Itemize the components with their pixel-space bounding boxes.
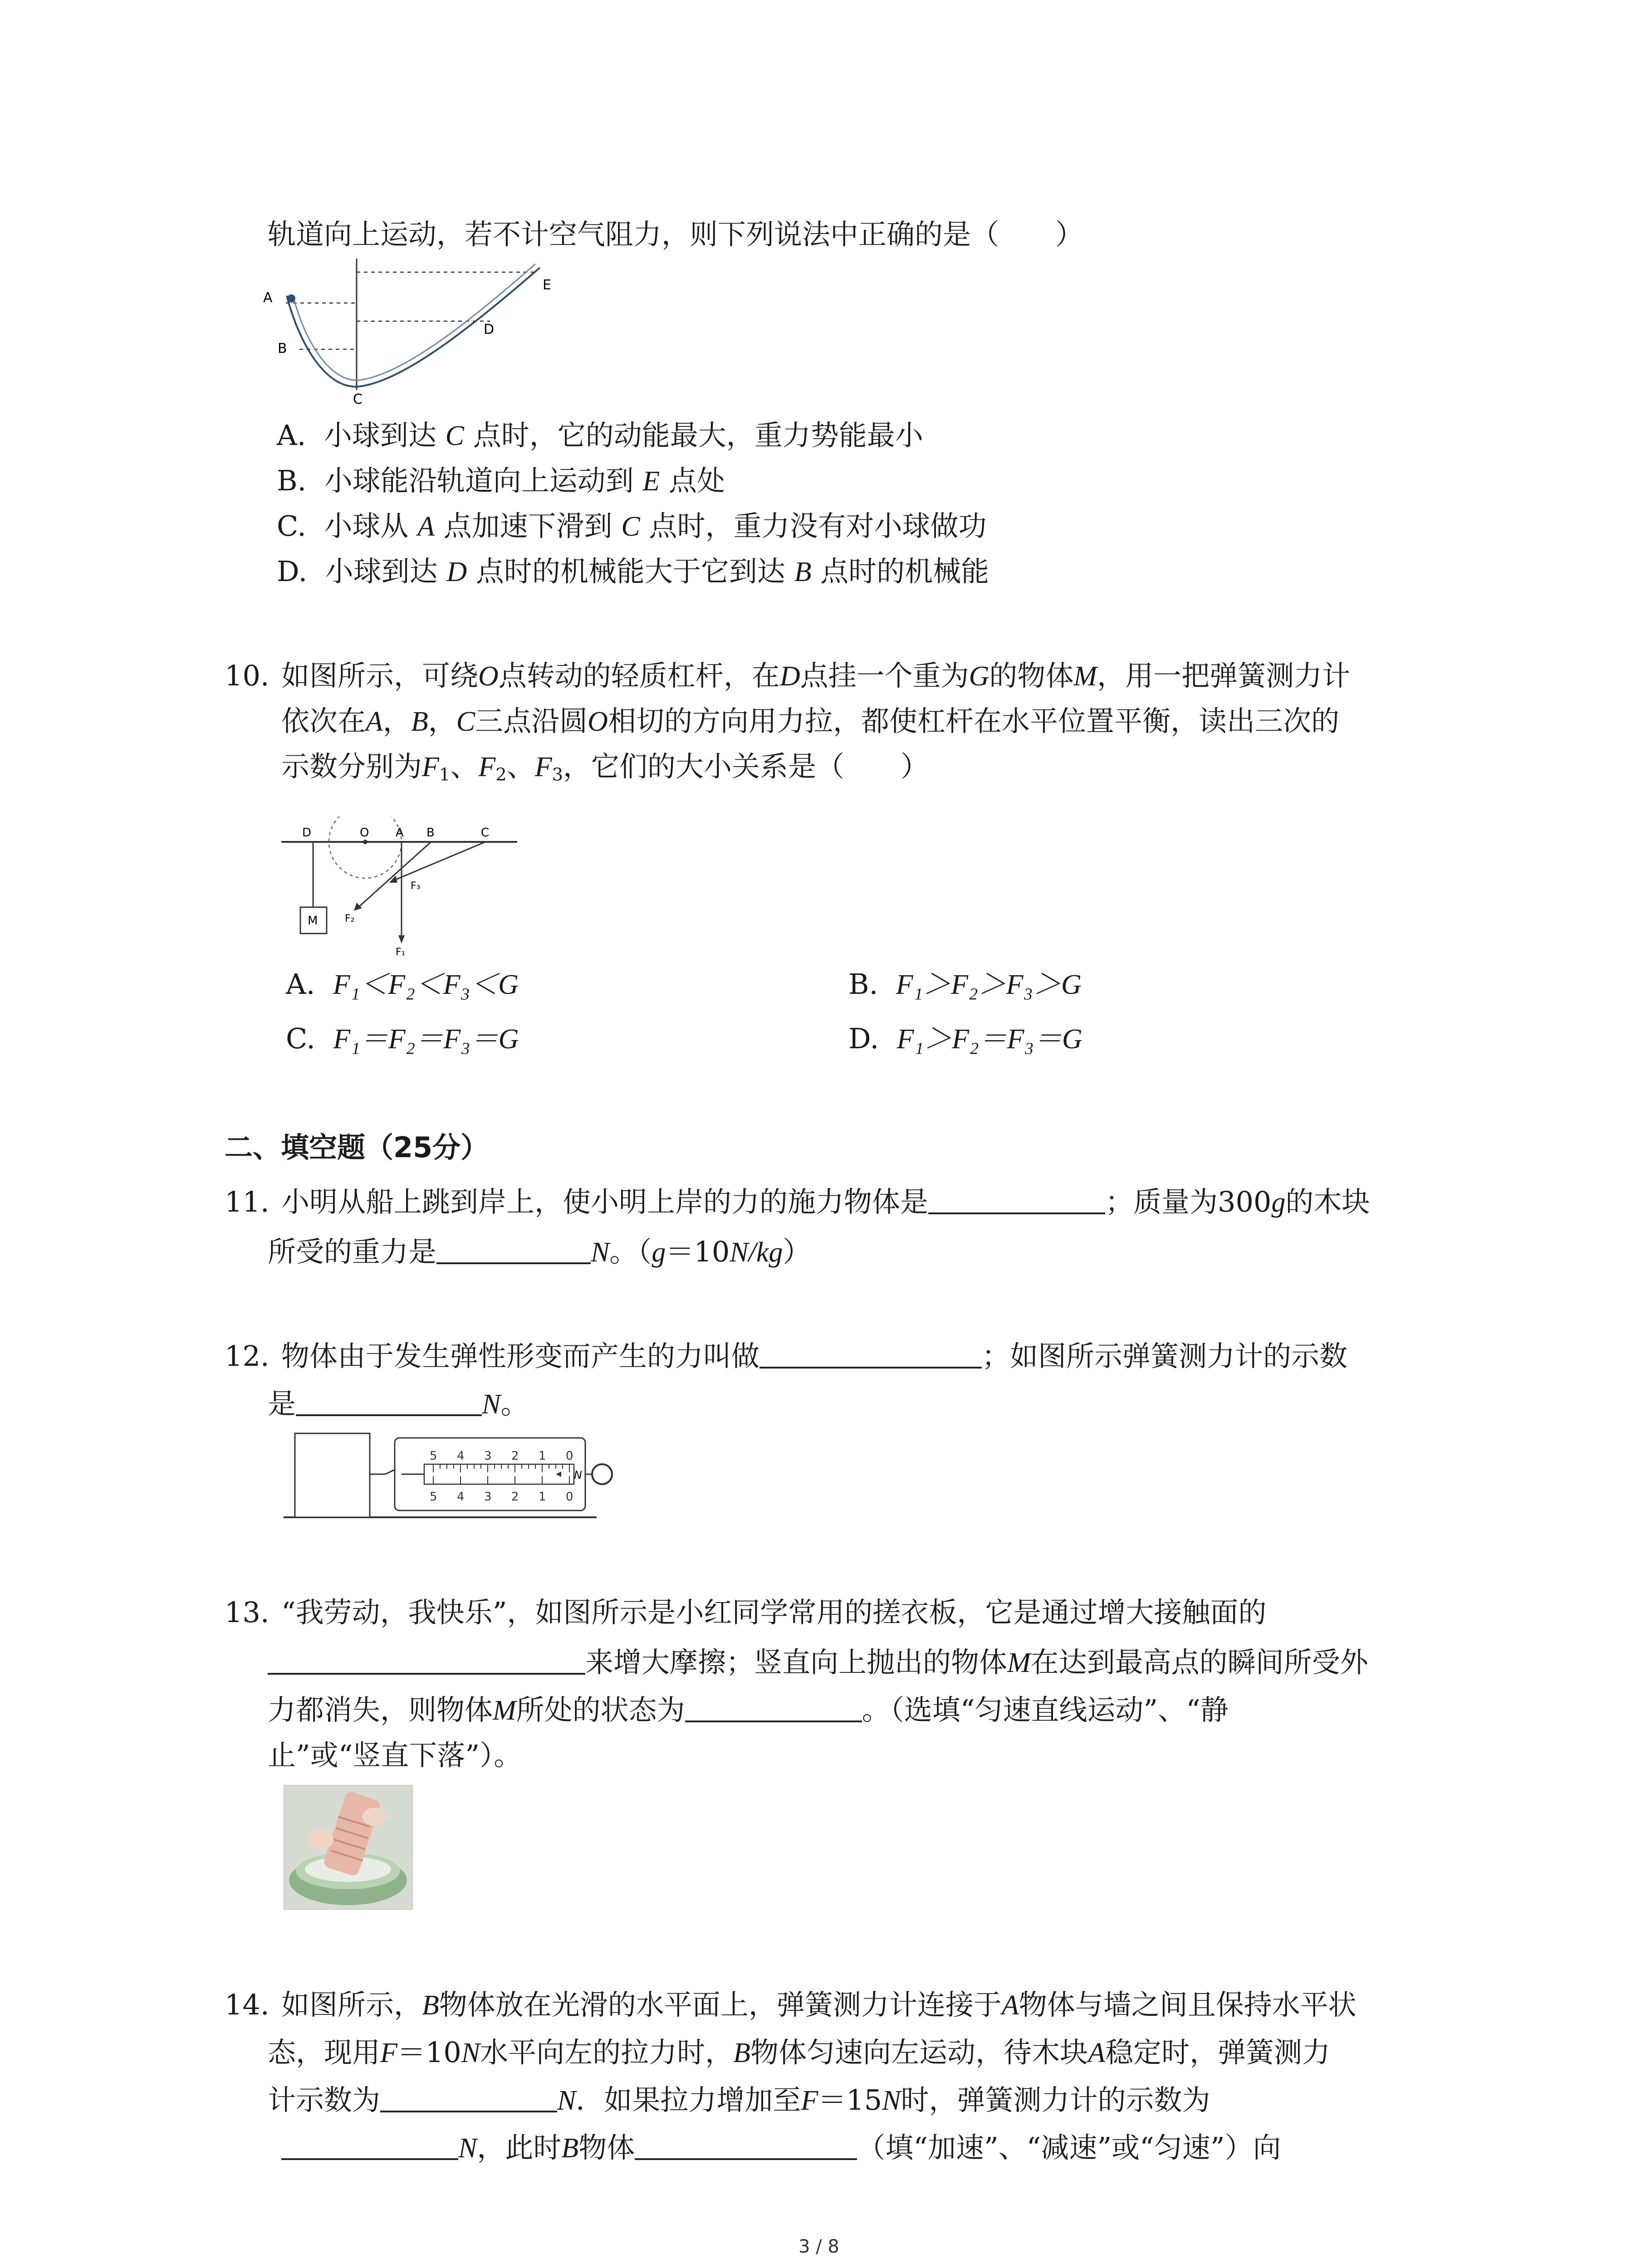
- q10-line3: 示数分别为$F_1$、$F_2$、$F_3$，它们的大小关系是（ ）: [281, 750, 929, 785]
- label-C: C: [481, 826, 490, 840]
- scale-unit: N: [574, 1469, 582, 1481]
- q14-line4: N，此时B物体 （填“加速”、“减速”或“匀速”）向: [281, 2125, 1281, 2171]
- label-D: D: [302, 826, 312, 840]
- scale-digit: 0: [566, 1490, 573, 1504]
- q14-blank-2[interactable]: [281, 2131, 458, 2160]
- scale-digit: 4: [457, 1449, 465, 1463]
- q10-option-a: A. F₁＜F₂＜F₃＜G: [286, 968, 519, 1001]
- q13-line1: “我劳动，我快乐”，如图所示是小红同学常用的搓衣板，它是通过增大接触面的: [281, 1596, 1267, 1629]
- scale-digit: 3: [484, 1490, 492, 1504]
- q9-option-a: A. 小球到达 C 点时，它的动能最大，重力势能最小: [277, 419, 923, 452]
- q13-line2: 来增大摩擦；竖直向上抛出的物体M在达到最高点的瞬间所受外: [268, 1640, 1368, 1686]
- label-D: D: [484, 322, 495, 337]
- label-M: M: [308, 914, 318, 928]
- q11-number: 11.: [225, 1185, 269, 1218]
- label-A: A: [263, 290, 273, 306]
- label-O: O: [360, 826, 369, 840]
- label-B: B: [278, 341, 287, 357]
- q10-line1: 如图所示，可绕O点转动的轻质杠杆，在D点挂一个重为G的物体M，用一把弹簧测力计: [281, 659, 1351, 692]
- q9-option-d: D. 小球到达 D 点时的机械能大于它到达 B 点时的机械能: [277, 555, 989, 588]
- scale-digit: 4: [457, 1490, 465, 1504]
- label-B: B: [426, 826, 435, 840]
- q10-option-c: C. F₁＝F₂＝F₃＝G: [286, 1022, 519, 1055]
- label-F3: F₃: [411, 880, 421, 892]
- scale-digit: 5: [430, 1449, 437, 1463]
- q12-blank-2[interactable]: [296, 1387, 482, 1416]
- q12-number: 12.: [225, 1339, 269, 1373]
- scale-digit: 2: [511, 1449, 519, 1463]
- q11-line1: 小明从船上跳到岸上，使小明上岸的力的施力物体是 ；质量为300g的木块: [281, 1185, 1370, 1218]
- q11-blank-2[interactable]: [436, 1235, 591, 1264]
- q11-blank-1[interactable]: [928, 1185, 1105, 1214]
- ball-icon: [287, 294, 295, 303]
- scale-ring: [592, 1464, 612, 1484]
- q10-option-d: D. F₁＞F₂＝F₃＝G: [848, 1022, 1083, 1055]
- label-E: E: [543, 277, 551, 293]
- q14-line3: 计示数为 N．如果拉力增加至F＝15N时，弹簧测力计的示数为: [268, 2083, 1210, 2116]
- scale-digit: 1: [539, 1490, 546, 1504]
- scale-digit: 1: [539, 1449, 546, 1463]
- q11-line2: 所受的重力是 N。（g＝10N/kg）: [268, 1235, 811, 1268]
- q12-line1: 物体由于发生弹性形变而产生的力叫做 ；如图所示弹簧测力计的示数: [281, 1339, 1348, 1373]
- scale-digit: 0: [566, 1449, 573, 1463]
- q12-spring-scale-figure: [279, 1429, 624, 1524]
- label-F1: F₁: [396, 947, 406, 958]
- q14-blank-1[interactable]: [380, 2083, 557, 2112]
- label-F2: F₂: [345, 913, 355, 924]
- q13-line4: 止”或“竖直下落”）。: [268, 1739, 522, 1772]
- q12-line2: 是 N。: [268, 1387, 529, 1420]
- q10-option-b: B. F₁＞F₂＞F₃＞G: [848, 968, 1082, 1001]
- q9-stem-tail: 轨道向上运动，若不计空气阻力，则下列说法中正确的是（ ）: [268, 218, 1084, 251]
- q9-option-b: B. 小球能沿轨道向上运动到 E 点处: [277, 464, 725, 497]
- label-A: A: [396, 826, 404, 840]
- scale-digit: 3: [484, 1449, 492, 1463]
- q14-line2: 态，现用F＝10N水平向左的拉力时，B物体匀速向左运动，待木块A稳定时，弹簧测力: [268, 2036, 1330, 2069]
- q13-number: 13.: [225, 1596, 269, 1629]
- q13-blank-1[interactable]: [268, 1646, 585, 1675]
- q13-blank-2[interactable]: [685, 1693, 862, 1722]
- q12-blank-1[interactable]: [759, 1339, 982, 1369]
- q10-line2: 依次在A，B，C三点沿圆O相切的方向用力拉，都使杠杆在水平位置平衡，读出三次的: [281, 704, 1339, 738]
- block-a: [295, 1433, 370, 1517]
- q14-line1: 如图所示，B物体放在光滑的水平面上，弹簧测力计连接于A物体与墙之间且保持水平状: [281, 1988, 1357, 2021]
- scale-digit: 2: [511, 1490, 519, 1504]
- washboard-photo: [284, 1785, 413, 1910]
- label-C: C: [353, 391, 362, 407]
- q10-number: 10.: [225, 659, 269, 692]
- scale-digit: 5: [430, 1490, 437, 1504]
- q14-number: 14.: [225, 1988, 269, 2021]
- q10-lever-figure: [277, 816, 531, 962]
- q9-option-c: C. 小球从 A 点加速下滑到 C 点时，重力没有对小球做功: [277, 509, 987, 543]
- q9-track-figure: [254, 254, 581, 408]
- q13-line3: 力都消失，则物体M所处的状态为 。（选填“匀速直线运动”、“静: [268, 1693, 1229, 1726]
- section-title: 二、填空题（25分）: [225, 1131, 489, 1164]
- page-number: 3 / 8: [798, 2236, 839, 2257]
- q14-blank-3[interactable]: [635, 2131, 857, 2160]
